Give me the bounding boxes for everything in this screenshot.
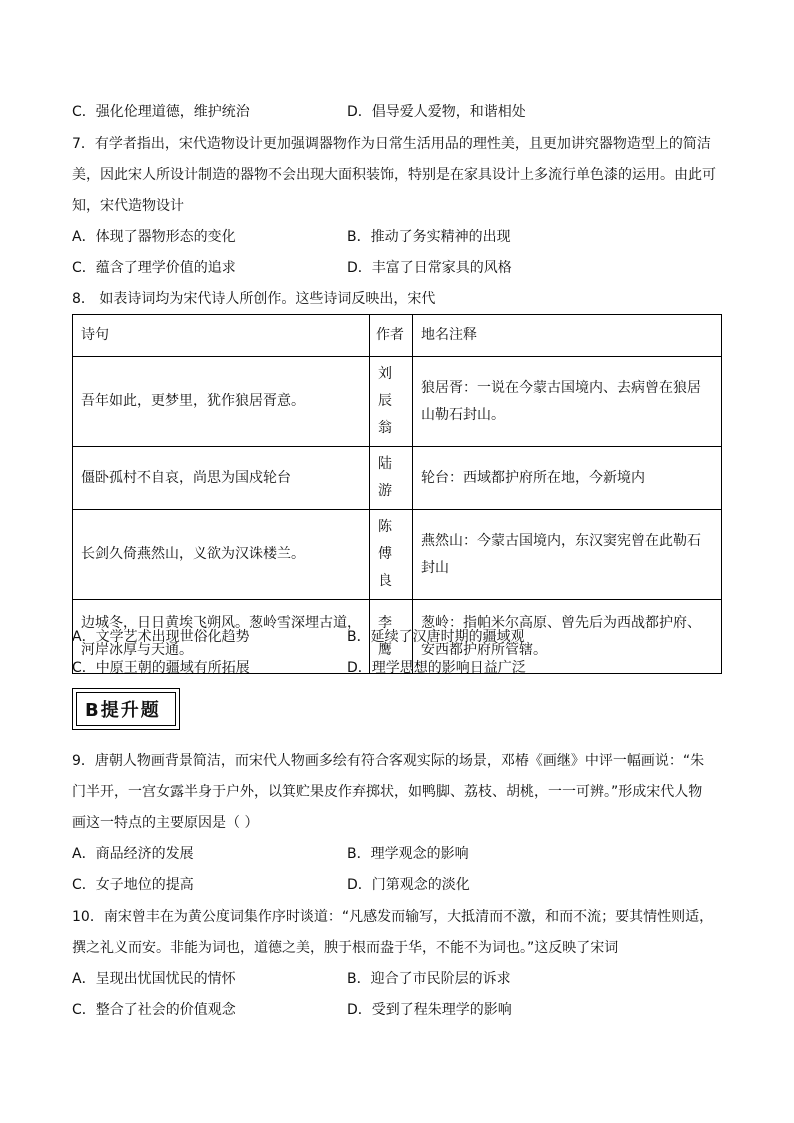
note-cell: 狼居胥：一说在今蒙古国境内、去病曾在狼居山勒石封山。 [413,357,722,447]
q7-stem-line-2: 美，因此宋人所设计制造的器物不会出现大面积装饰，特别是在家具设计上多流行单色漆的运用。由此可 [72,167,716,183]
q9-stem-line-3: 画这一特点的主要原因是（ ） [72,815,259,831]
q10-option-c: C．整合了社会的价值观念 [72,1002,236,1018]
poem-cell: 僵卧孤村不自哀，尚思为国戍轮台 [73,447,370,510]
q7-stem-line-1: 7．有学者指出，宋代造物设计更加强调器物作为日常生活用品的理性美，且更加讲究器物造型上的简洁 [72,136,711,152]
section-b-title: B提升题 [76,692,176,726]
author-cell: 刘辰翁 [370,357,413,447]
note-cell: 燕然山：今蒙古国境内，东汉窦宪曾在此勒石封山 [413,510,722,600]
author-cell: 陆游 [370,447,413,510]
table-row [73,447,722,510]
q10-option-b: B．迎合了市民阶层的诉求 [347,971,511,987]
table-row [73,510,722,600]
note-cell: 轮台：西域都护府所在地，今新境内 [413,447,722,510]
author-cell: 陈傅良 [370,510,413,600]
q6-option-d: D．倡导爱人爱物，和谐相处 [347,104,526,120]
q9-stem-line-2: 门半开，一宫女露半身于户外，以箕贮果皮作弃掷状，如鸭脚、荔枝、胡桃，一一可辨。”形成宋代人物 [72,784,703,800]
q7-option-d: D．丰富了日常家具的风格 [347,260,512,276]
q10-stem-line-1: 10．南宋曾丰在为黄公度词集作序时谈道：“凡感发而输写，大抵清而不激，和而不流；要其情性则适， [72,909,714,925]
header-note: 地名注释 [413,315,722,357]
table-row [73,357,722,447]
q10-option-a: A．呈现出忧国忧民的情怀 [72,971,236,987]
q8-option-d: D．理学思想的影响日益广泛 [347,660,526,676]
q9-stem-line-1: 9．唐朝人物画背景简洁，而宋代人物画多绘有符合客观实际的场景，邓椿《画继》中评一幅画说：“朱 [72,753,705,769]
q9-option-a: A．商品经济的发展 [72,846,194,862]
poem-cell: 吾年如此，更梦里，犹作狼居胥意。 [73,357,370,447]
q9-option-b: B．理学观念的影响 [347,846,469,862]
q6-option-c: C．强化伦理道德，维护统治 [72,104,250,120]
header-author: 作者 [370,315,413,357]
section-b-header [72,688,180,730]
q9-option-c: C．女子地位的提高 [72,877,194,893]
q8-option-a: A．文学艺术出现世俗化趋势 [72,629,250,645]
q8-stem: 8． 如表诗词均为宋代诗人所创作。这些诗词反映出，宋代 [72,291,436,307]
q9-option-d: D．门第观念的淡化 [347,877,470,893]
poem-cell: 长剑久倚燕然山，义欲为汉诛楼兰。 [73,510,370,600]
table-header-row [73,315,722,357]
header-poem: 诗句 [73,315,370,357]
q7-stem-line-3: 知，宋代造物设计 [72,198,184,214]
q10-stem-line-2: 撰之礼义而安。非能为词也，道德之美，腴于根而盎于华，不能不为词也。”这反映了宋词 [72,940,619,956]
q8-option-b: B．延续了汉唐时期的疆域观 [347,629,525,645]
author-cell: 李鹰 [370,600,413,674]
q7-option-c: C．蕴含了理学价值的追求 [72,260,236,276]
poem-cell: 边城冬，日日黄埃飞朔风。葱岭雪深埋古道，河岸冰厚与天通。 [73,600,370,674]
poem-table [72,314,722,674]
note-cell: 葱岭：指帕米尔高原、曾先后为西战都护府、安西都护府所管辖。 [413,600,722,674]
q8-option-c: C．中原王朝的疆域有所拓展 [72,660,250,676]
q7-option-b: B．推动了务实精神的出现 [347,229,511,245]
q7-option-a: A．体现了器物形态的变化 [72,229,236,245]
q10-option-d: D．受到了程朱理学的影响 [347,1002,512,1018]
